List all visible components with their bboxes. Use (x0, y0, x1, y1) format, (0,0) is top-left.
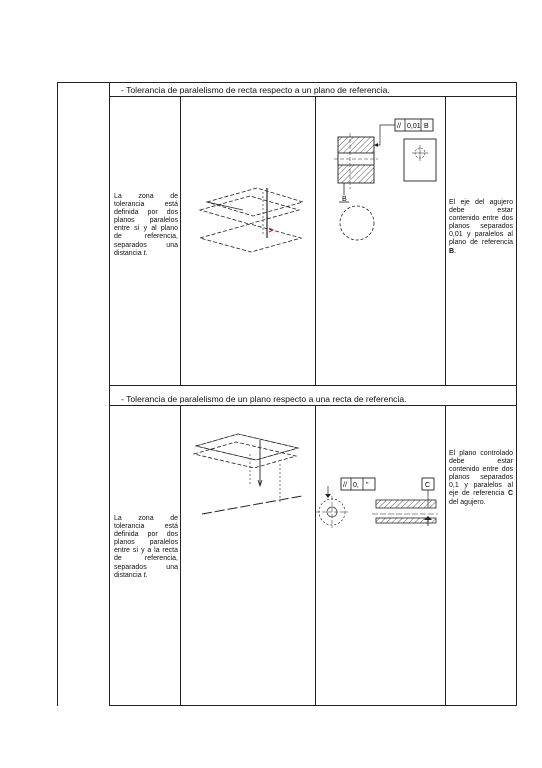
section1-header-bottom (109, 96, 517, 97)
frame-value: 0,01 (407, 123, 421, 130)
section1-note-ref: B (449, 247, 455, 255)
section2-description-text: La zona de tolerancia está definida por dos planos paralelos entre sí y a la recta de referencia, separados una distancia (114, 515, 178, 579)
frame-value: 0, (353, 482, 359, 489)
section2-bottom (109, 705, 517, 706)
section1-header: - Tolerancia de paralelismo de recta respecto a un plano de referencia. (121, 85, 390, 95)
section2-note-text: El plano controlado debe estar contenido entre dos planos separados 0,1 y paralelos al eje de referencia (449, 450, 513, 498)
section1-drawing (330, 115, 440, 245)
section1-tolerance-zone-figure (195, 180, 310, 280)
section2-drawing (316, 474, 442, 544)
hatched-part-top (376, 500, 436, 508)
section1-description-var: t (143, 249, 146, 257)
section2-note-tail: del agujero. (449, 498, 486, 506)
section1-note: El eje del agujero debe estar contenido entre dos planos separados 0,01 y paralelos al plano de referencia B. (449, 199, 513, 255)
hole-section-circle (340, 206, 374, 240)
section1-note-text: El eje del agujero debe estar contenido entre dos planos separados 0,01 y paralelos al plano de referencia (449, 199, 513, 247)
section1-col2 (315, 96, 316, 386)
section2-description: La zona de tolerancia está definida por dos planos paralelos entre sí y a la recta de referencia, separados una distancia t. (114, 515, 178, 579)
parallelism-symbol: // (397, 123, 401, 130)
table-col-divider (109, 82, 110, 706)
datum-label: B (342, 196, 347, 203)
svg-text:C: C (425, 482, 431, 489)
section2-header: - Tolerancia de paralelismo de un plano respecto a una recta de referencia. (121, 394, 407, 404)
section1-col3 (445, 96, 446, 386)
section1-col1 (180, 96, 181, 386)
section2-tolerance-zone-figure (190, 430, 310, 520)
section1-description: La zona de tolerancia está definida por dos planos paralelos entre sí y al plano de referencia, separados una distancia t. (114, 193, 178, 257)
section2-note-ref: C (507, 490, 513, 498)
reference-plane (200, 224, 301, 252)
table-left-border (57, 82, 58, 706)
zone-plane-lower (194, 442, 296, 468)
section2-col3 (445, 405, 446, 706)
section2-col2 (315, 405, 316, 706)
reference-axis-line (202, 496, 302, 514)
table-top-border (57, 82, 517, 83)
parallelism-symbol: // (343, 482, 347, 489)
zone-plane-upper (207, 188, 303, 216)
section2-description-var: t (143, 571, 146, 579)
section1-bottom (109, 385, 517, 386)
frame-datum: B (424, 123, 429, 130)
section2-col1 (180, 405, 181, 706)
section1-description-text: La zona de tolerancia está definida por dos planos paralelos entre sí y al plano de referencia, separados una distancia (114, 193, 178, 257)
zone-plane-upper (196, 434, 298, 460)
table-right-border (516, 82, 517, 706)
section2-header-bottom (109, 405, 517, 406)
section2-note (449, 450, 513, 507)
frame-datum: " (366, 482, 369, 489)
